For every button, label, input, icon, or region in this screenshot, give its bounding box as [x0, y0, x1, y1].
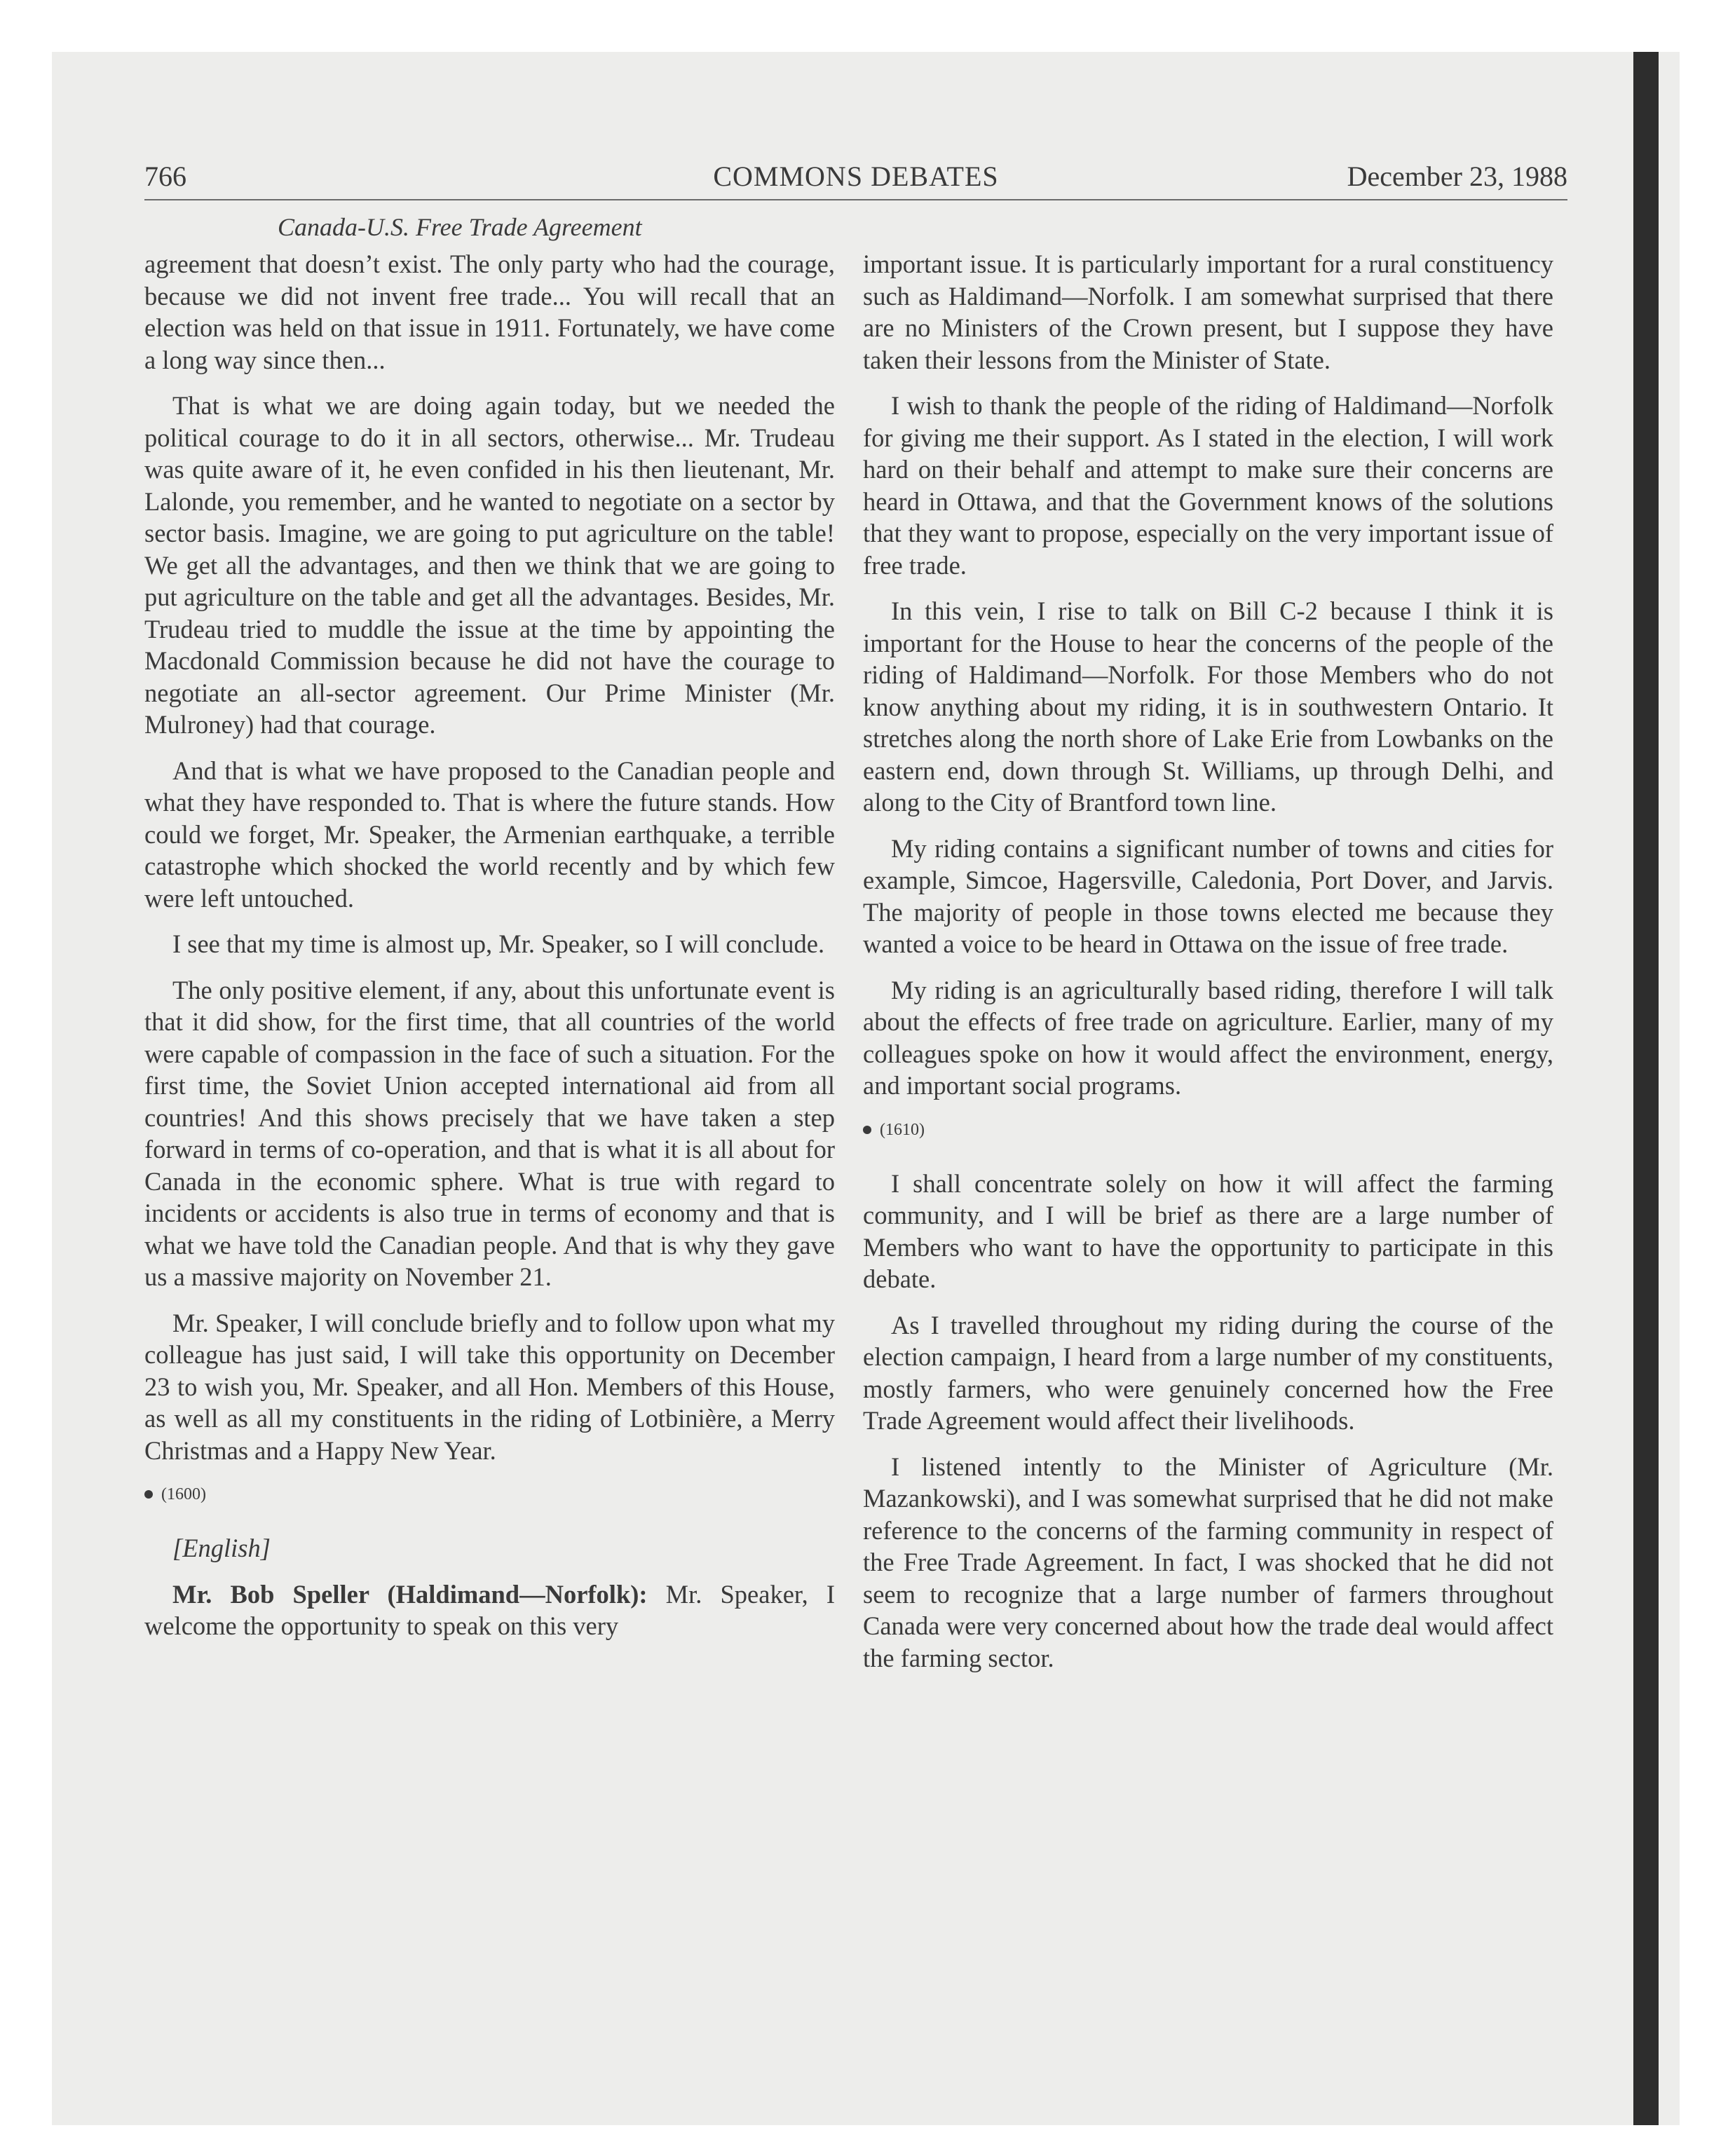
- paragraph: I shall concentrate solely on how it will affect the farming community, and I will be brief as there are a large number of Members who want to have the opportunity to participate in this debate.: [863, 1168, 1553, 1293]
- time-marker-label: (1610): [880, 1120, 925, 1139]
- time-marker: [144, 1480, 835, 1508]
- scan-edge-shadow: [1633, 52, 1659, 2125]
- paragraph: In this vein, I rise to talk on Bill C-2 because I think it is important for the House to hear the concerns of the people of the riding of Haldimand—Norfolk. For those Members who do not know anything about my riding, it is in southwestern Ontario. It stretches along the north shore of Lake Erie from Lowbanks on the eastern end, down through St. Williams, up through Delhi, and along to the City of Brantford town line.: [863, 596, 1553, 817]
- paragraph: And that is what we have proposed to the Canadian people and what they have responded to. That is where the future stands. How could we forget, Mr. Speaker, the Armenian earthquake, a terrible catastrophe which shocked the world recently and by which few were left untouched.: [144, 756, 835, 913]
- page-number: 766: [144, 161, 186, 192]
- paragraph: important issue. It is particularly important for a rural constituency such as Haldimand—Norfolk. I am somewhat surprised that there are no Ministers of the Crown present, but I suppose they have taken their lessons from the Minister of State.: [863, 250, 1553, 374]
- bullet-icon: [144, 1490, 153, 1499]
- paragraph: My riding is an agriculturally based riding, therefore I will talk about the effects of free trade on agriculture. Earlier, many of my colleagues spoke on how it would affect the environment, energy, and important social programs.: [863, 975, 1553, 1100]
- speaker-name: Mr. Bob Speller (Haldimand—Norfolk):: [172, 1579, 648, 1609]
- time-marker: [863, 1116, 1553, 1144]
- right-column: [863, 248, 1553, 1688]
- paragraph: As I travelled throughout my riding during the course of the election campaign, I heard from a large number of my constituents, mostly farmers, who were genuinely concerned how the Free Trade Agreement would affect their livelihoods.: [863, 1310, 1553, 1435]
- paragraph: I wish to thank the people of the riding of Haldimand—Norfolk for giving me their support. As I stated in the election, I will work hard on their behalf and attempt to make sure their concerns are heard in Ottawa, and that the Government knows of the solutions that they want to propose, especially on the very important issue of free trade.: [863, 391, 1553, 580]
- paragraph: My riding contains a significant number of towns and cities for example, Simcoe, Hagersville, Caledonia, Port Dover, and Jarvis. The majority of people in those towns elected me because they wanted a voice to be heard in Ottawa on the issue of free trade.: [863, 833, 1553, 958]
- speech-text: Mr. Speaker, I welcome the opportunity to speak on this very: [144, 1579, 835, 1640]
- running-header: [144, 158, 1567, 200]
- paragraph: I listened intently to the Minister of Agriculture (Mr. Mazankowski), and I was somewhat surprised that he did not make reference to the concerns of the farming community in respect of the Free Trade Agreement. In fact, I was shocked that he did not seem to recognize that a large number of farmers throughout Canada were very concerned about how the trade deal would affect the farming sector.: [863, 1452, 1553, 1672]
- paragraph: Mr. Speaker, I will conclude briefly and to follow upon what my colleague has just said, I will take this opportunity on December 23 to wish you, Mr. Speaker, and all Hon. Members of this House, as well as all my constituents in the riding of Lotbinière, a Merry Christmas and a Happy New Year.: [144, 1308, 835, 1465]
- paragraph: I see that my time is almost up, Mr. Speaker, so I will conclude.: [172, 929, 825, 958]
- paragraph: [144, 1578, 835, 1642]
- publication-title: COMMONS DEBATES: [713, 161, 999, 192]
- paragraph: The only positive element, if any, about this unfortunate event is that it did show, for the first time, that all countries of the world were capable of compassion in the face of such a situation. For the first time, the Soviet Union accepted international aid from all countries! And this shows precisely that we have taken a step forward in terms of co-operation, and that is what it is all about for Canada in the economic sphere. What is true with regard to incidents or accidents is also true in terms of economy and that is what we have told the Canadian people. And that is why they gave us a massive majority on November 21.: [144, 975, 835, 1291]
- time-marker-label: (1600): [161, 1485, 206, 1503]
- bullet-icon: [863, 1126, 871, 1134]
- left-column: [144, 248, 835, 1656]
- document-page: [144, 158, 1567, 1672]
- header-date: December 23, 1988: [1347, 161, 1567, 192]
- paragraph: That is what we are doing again today, but we needed the political courage to do it in all sectors, otherwise... Mr. Trudeau was quite aware of it, he even confided in his then lieutenant, Mr. Lalonde, you remember, and he wanted to negotiate on a sector by sector basis. Imagine, we are going to put agriculture on the table! We get all the advantages, and then we think that we are going to put agriculture on the table and get all the advantages. Besides, Mr. Trudeau tried to muddle the issue at the time by appointing the Macdonald Commission because he did not have the courage to negotiate an all-sector agreement. Our Prime Minister (Mr. Mulroney) had that courage.: [144, 391, 835, 739]
- language-label: [English]: [172, 1534, 271, 1562]
- paragraph: agreement that doesn’t exist. The only party who had the courage, because we did not invent free trade... You will recall that an election was held on that issue in 1911. Fortunately, we have come a long way since then...: [144, 250, 835, 374]
- section-title: Canada-U.S. Free Trade Agreement: [278, 213, 642, 241]
